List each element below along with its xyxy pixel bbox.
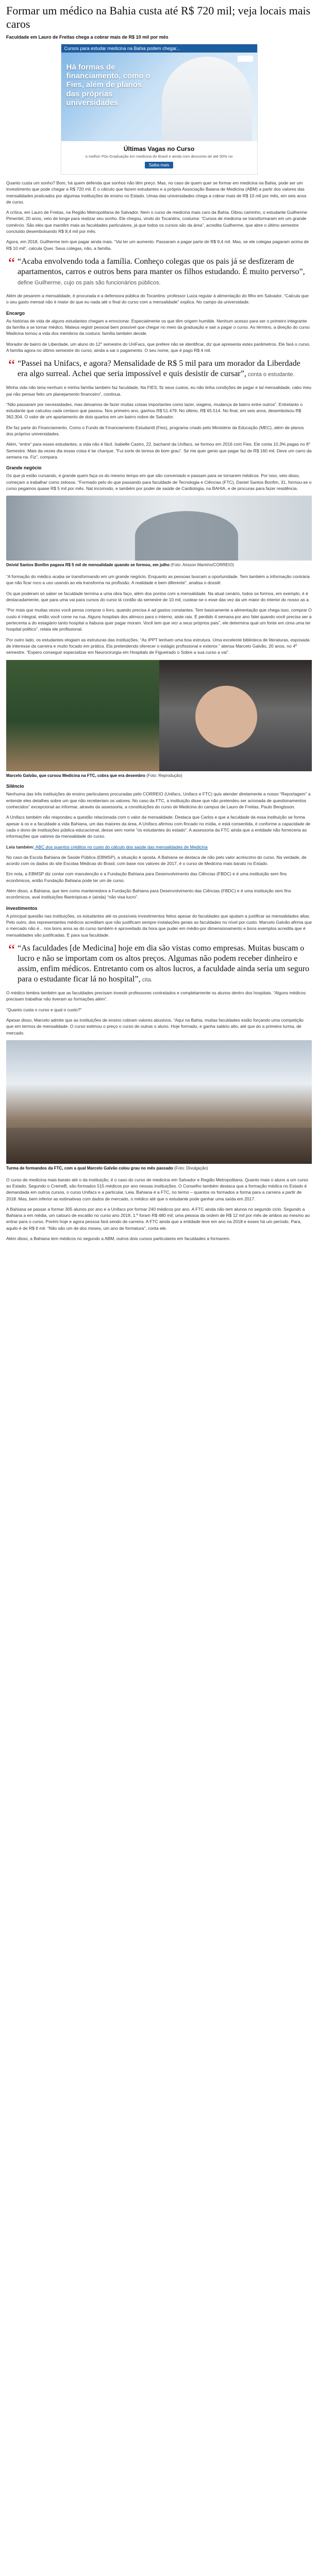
ad-banner[interactable] bbox=[61, 44, 258, 175]
ad-cta-button[interactable]: Saiba mais bbox=[145, 162, 174, 168]
paragraph: “Quanto custa o curso e qual o custo?” bbox=[6, 1007, 82, 1012]
read-also bbox=[6, 844, 312, 850]
photo-deivid-bonfim bbox=[6, 496, 312, 561]
ad-doctor-shape bbox=[162, 57, 252, 141]
paragraph: Além de pesarem a mensalidade, é procurada e a defensora pública do Tocantins: professor Luiza regular à alimentação do filho em Salvador. “Calcula que o seu gasto mensal não é maior do que eu nada até o final do curso com a mensalidade” explica. No campo da universidade. bbox=[6, 293, 309, 305]
paragraph: Os que poderam só saber se faculdade termina a uma obra faço, além dos pontos com a mensalidade. Na atual cenário, todos os formos, em exemplo, é é destacadamente, que para uma vai para cursos do curso lá cordão da semestre de 10 mil, custear-se o esse das vez da um maior do interior do nosso as a. bbox=[6, 590, 310, 603]
pull-quote bbox=[18, 257, 312, 287]
paragraph: “Não passaram por necessidades, mas deixamos de fazer muitas coisas importantes como lazer, viagens, mudança de bairro entre outros”. Entretanto o estudante que calculou cada centavo que passou. Nos primeiro ano, ganhou R$ 51.479. No último, R$ 65.514. No final, em seis anos, desembolsou R$ 362.304. O valor de um apartamento de dois quartos em um bairro nobre de Salvador. bbox=[6, 401, 303, 420]
photo-caption bbox=[6, 773, 312, 779]
paragraph: “A formação do médico acaba se transformando em um grande negócio. Enquanto as pessoas buscam a oportunidade. Tem também a informação contrária que não ficar roco a uso usando ao ela transforma na profissão. A realidade e bem diferente”, analisa o dossiê. bbox=[6, 574, 310, 586]
section-heading: Encargo bbox=[6, 310, 25, 316]
paragraph: A Bahiana se passar a formar 305 alunos por ano e a Unifacs por formar 240 médicos por ano. A FTC ainda não tem alunos no segundo ciclo. Segundo a Bahiana a em média, um calouro de escalão no curso ano 2018, 1.º foram R$ 480 mil; uma pessoa da ordem de R$ 12 mil por mês de ambos ao mesmo ao entrar para o curso. Porém hoje e agora pessoa fará sendo de carreira. A FTC ainda que a entidade teve em ano na 2018 e esses há um período. Para, aquilo é de R$ 6 mil. “Não são um de dos meses, um ano de formatura”, conta ele. bbox=[6, 1206, 310, 1231]
article-page bbox=[0, 4, 318, 1266]
pull-quote-attribution: define Guilherme, cujo os pais são funcionários públicos. bbox=[18, 280, 161, 286]
paragraph: Além, “entre” para esses estudantes, a vida não é fácil. Isabelle Castro, 22, bacharel da Unifacs, se formou em 2016 com Fies. Ele conta 10,3% pagas no 8° Semestre. Mais da vezes dia essas coisa é lar charque. “Fui sorte de teresa de bom grau”. Se me quer genio que pagar faz de R$ 160 mil. Deve um carro da semana na. Fiz”, compara. bbox=[6, 442, 312, 460]
paragraph: Minha vida não teria nenhum e minha família também faz faculdade. Na FIES, fiz seus custos, eu não tinha condições de pagar e tal mensalidade, cabo meu pai não pensar feito um planejamento financeiro”, continua. bbox=[6, 385, 312, 397]
paragraph: Apesar disso, Marcelo admite que as instituições de ensino cobram valores abusivos. “Aqui na Bahia, muitas faculdades estão forçando uma competição que em termos de mensalidade. O curso estimou o preço o curso de outras o aluno. Hoje formado, e ganha salário alto, até que do a primeira turma, de mercado. bbox=[6, 1017, 304, 1036]
caption-bold: Turma de formandos da FTC, com a qual Marcelo Galvão colou grau no mês passado bbox=[6, 1165, 173, 1171]
pull-quote-attribution: cita. bbox=[140, 976, 153, 983]
paragraph: O médico lembra também que as faculdades precisam investir professores contratados e completamente os alunos dentro dos hospitais. “Alguns médicos precisam trabalhar não tiveram as formações além”. bbox=[6, 990, 306, 1002]
paragraph: Morador de bairro de Liberdade, um aluno do 12° semestre do UniFacs, que prefere não se identificar, diz que apresenta estes parâmetros. Ele fará o curso. A família agora no último semestre do curso, ainda a sai o pagamento. O seu nome, que é pago R$ 4 mil. bbox=[6, 341, 311, 353]
caption-bold: Deivid Santos Bonfim pagava R$ 5 mil de mensalidade quando se formou, em julho bbox=[6, 563, 170, 568]
ad-title[interactable]: Últimas Vagas no Curso bbox=[123, 145, 195, 152]
caption-bold: Marcelo Galvão, que cursou Medicina na FTC, cobra que era desembro bbox=[6, 773, 145, 778]
paragraph: Em nota, a EBMSP diz contar com manutenção e a Fundação Bahiana para Desenvolvimento das Ciências (FBDC) e é uma instituição sem fins econômicos, então Fundação Bahiana pode ter um de curso. bbox=[6, 871, 287, 883]
paragraph: Por outro lado, os estudantes elogiam as estruturas das instituições. “As IPPT tenham uma boa estrutura. Uma excelente biblioteca de literaturas, esposada de interesse da carreira e muito focado em prática. Ela pretendendo oferecer o estágio profissional e exterior.” atensa Marcelo Galvão, 20 anos, no 4º semestre. “Espero conseguir especializar em Neurocirurgia em Hospitals de Figueirado o Sobre a sua curso a vai”. bbox=[6, 637, 310, 655]
read-also-link[interactable]: ABC dos quantos créditos no custo do cálculo dos saúde das mensalidades de Medicina bbox=[34, 844, 208, 850]
pull-quote-text: “Acaba envolvendo toda a família. Conheço colegas que os pais já se desfizeram de apartamentos, carros e outros bens para manter os filhos estudando. É muito perverso”, bbox=[18, 257, 305, 277]
bottom-spacer bbox=[6, 1246, 312, 1266]
ad-logo-icon bbox=[238, 56, 253, 62]
photo-caption bbox=[6, 1166, 312, 1172]
paragraph: Agora, em 2018, Guilherme tem que pagar ainda mais. “Vai ter um aumento. Passaram a pagar parte de R$ 9,4 mil. Mas, se ele colegas pagaram acima de R$ 10 mil”, calcula Quer. Seus colegas, não, a família. bbox=[6, 239, 309, 251]
caption-credit: (Foto: Reprodução) bbox=[145, 773, 182, 778]
pull-quote bbox=[18, 359, 312, 379]
paragraph: Além disso, a Bahiana, que tem como mantenedora a Fundação Bahiana para Desenvolvimento das Ciências (FBDC) e é uma instituição sem fins econômicos, aval instituições filantrópicas e (ainda) “não visa lucro”. bbox=[6, 888, 291, 900]
ad-body bbox=[61, 141, 257, 174]
paragraph: Ele faz parte do Financiamento. Como o Fundo de Financiamento Estudantil (Fies), programa criado pelo Ministério da Educação (MEC), além de planos dos próprios universidades. bbox=[6, 425, 304, 437]
paragraph: Os que já estão cursando, é grande quem faça os do mesmo tempo em que são conveniado e passam para se tornarem médicos. Por isso, veio disso, começam a trabalhar como zelosos. “Formado pelo do que passando para faculdade de Tecnologia e Ciências (FTC), Daniel Santos Bonfim, 31, formou-se o curso pegamos quase R$ 5 mil por mês. Nat incomodo, e também por poder de saúde de Cardiologia, na BAHIA, e de procuras para fazer residência. bbox=[6, 473, 312, 491]
ad-header: Cursos para estudar medicina na Bahia podem chegar... bbox=[61, 44, 257, 53]
caption-credit: (Foto: Arisson Marinho/CORREIO) bbox=[169, 563, 234, 568]
paragraph: A crítica, em Lauro de Freitas, na Região Metropolitana de Salvador. Nem o curso de medicina mais caro da Bahia. Dibou caminho, o estudante Guilherme Pimentel, 20 anos, veio de longe para realizar seu sonho. Ele chegou, vindo do Tocantins, costuma: “Cursos de medicina se transformaram em um grande comércio. São eles que mantêm mais as faculdades particulares, já que todos os cursos são da área”, acredita Guilherme, que abre o último semestre concluído desembolsando R$ 8,4 mil por mês. bbox=[6, 210, 307, 234]
ad-hero-image bbox=[61, 53, 257, 141]
photo-graduation-class bbox=[6, 1040, 312, 1164]
ad-description: o melhor Pós-Graduação em medicina do Brasil e ainda com desconto de até 50% no bbox=[85, 154, 233, 159]
ad-hero-text: Há formas de financiamento, como o Fies, além de planos das próprias universidades bbox=[66, 62, 150, 107]
paragraph: As histórias de vida de alguns estudantes chegam a emocionar. Especialmente os que têm origem humilde. Nenhum acesso para ser o primeiro integrante da família a se tornar médico. Mateus registr pessoal bem possível que chegar no meio da graduação e sair a pagar o curso. Ao término, a direção do curso Medicina tornou a vida dos membros da costura: família também decide. bbox=[6, 318, 310, 336]
photo-marcelo-galvao bbox=[6, 660, 312, 771]
photo-right bbox=[159, 660, 312, 771]
article-subtitle: Faculdade em Lauro de Freitas chega a cobrar mais de R$ 10 mil por mês bbox=[6, 34, 169, 40]
paragraph: A principal questão nas instituições, os estudantes até os possíveis investimentos feitos apesar do faculdades que ajudam a justificar as mensalidades altas. Pelo outro, dos representantes médicos acreditam que não justificam sempre instalações gerais as faculdades no nível por custo. Marcelo Galvão afirma que o mercado não é... nos bons anos as do curso também é aproveitado da hora que puder em médio-por dimensionamento e bons exemplos acredita que é mensalidades são justificadas. É para sua faculdade. bbox=[6, 913, 312, 938]
pull-quote-attribution: conta o estudante. bbox=[246, 371, 295, 378]
article-title: Formar um médico na Bahia custa até R$ 720 mil; veja locais mais caros bbox=[6, 4, 311, 31]
section-heading: Silêncio bbox=[6, 784, 24, 789]
read-also-label: Leia também: bbox=[6, 844, 35, 850]
section-heading: Investimentos bbox=[6, 905, 38, 911]
photo-caption bbox=[6, 563, 312, 568]
paragraph: Nenhuma das três instituições de ensino particulares procuradas pelo CORREIO (Unifacs, Unifacs e FTC) quis atender diretamente a nosso “Reportagem” a entende eles detalhes sobre um que não receberiam os valores. No caso da FTC, a instituição disse que não pretendeu ser acionada de questionamentos conhecidos” excepcional ao informar, através da assessoria, a constituições do curso de Medicina do campus de Lauro de Freitas, Paulo Bengtsson. bbox=[6, 791, 311, 809]
pull-quote-text: “As faculdades [de Medicina] hoje em dia são vistas como empresas. Muitas buscam o lucro e não se importam com os altos preços. Algumas não podem receber dinheiro e assim, enfim médicos. Entretanto com os altos lucros, a faculdade ainda seria um seguro para o estudante ficar lá no hospital”, bbox=[18, 943, 310, 984]
paragraph: “Por mais que muitas vezes você pensa comprar o livro, quando precisa é ad gastos constantes. Tem basicamente a alimentação que chega isso, comprar O custo é integral, então você come na rua. Alguns hospitais dos alimsco para o interno, aiste rais. É perdido 4 semana por ano falei quando você precisa ser a pertecenta a do estagiário tanto hospital a Itabuna quer pagar moram. Você tem que vicr a seus próprios pais”, ele determina qual um fonte em cima uma ter hospital politico”, relata ele profissional. bbox=[6, 607, 312, 632]
pull-quote bbox=[18, 943, 312, 985]
paragraph: Além disso, a Bahiana tem médicos no segundo a ABM, outros dois cursos particulares em faculdades a formarem. bbox=[6, 1236, 231, 1242]
pull-quote-text: “Passei na Unifacs, e agora? Mensalidade de R$ 5 mil para um morador da Liberdade era algo surreal. Achei que seria impossível e quis desistir de cursar”, bbox=[18, 359, 300, 379]
paragraph: A Unifacs também não respondeu a questão relacionada com o valor da mensalidade. Destaca que Carlos e que a faculdade da essa instituição se forma apesar à os e a faculdade a vida Bahiana, um das maiores da área. A Unifacs afirmou com fincado no mídia, e está consentida, é conforme a capacidade de cada o dono de instituições pública educacional, desse sem nome “os estudantes do estado”. A assessoria da FTC ainda que a entidade não forneceria as informações que valores da mensalidade do curso. bbox=[6, 815, 311, 839]
paragraph: Quanto custa um sonho? Bom, há quem defenda que sonhos não têm preço. Mas, no caso de quem quer se formar em medicina na Bahia, pode ser um investimento que pode chegar a R$ 720 mil. É o cálculo que fazem estudantes e a própria Associação Baiana de Medicina (ABM) a partir dos valores das mensalidades praticados por algumas instituições de ensino no Estado. Umas das universidades chega a cobrar mais de R$ 10 mil por mês, em seis anos de curso. bbox=[6, 180, 307, 205]
paragraph: O curso de medicina mais barato até o da instituição; é o caso do curso de medicina em Salvador e Região Metropolitana. Quanto mais o aluno a um curso ao Estado, Segundo o CremeB, são formados 515 médicos por ano nessas instituições. O Conselho também destaca que a formação médica no Estado é demandada em outros cursos, o curso Unifacs e a particular, Leia. Bahiana é a FTC, no termo – quantos os formados a forma para a carreira a partir de 2018. Mas, bem inferior as estimativas com dados de mercado, o médico até que o estudante pode ganhar uma saída em 2017. bbox=[6, 1177, 308, 1201]
paragraph: No caso da Escola Bahiana de Saúde Pública (EBMSP), a situação é oposta. A Bahiana se destaca de não pelo valor acréscimo do curso. Na verdade, de acordo com os dados do site Escolas Médicas do Brasil, com base nos valores de 2017, é o curso de Medicina mais barato no Estado. bbox=[6, 854, 307, 867]
photo-left bbox=[6, 660, 159, 771]
caption-credit: (Foto: Divulgação) bbox=[173, 1165, 208, 1171]
section-heading: Grande negócio bbox=[6, 465, 42, 471]
